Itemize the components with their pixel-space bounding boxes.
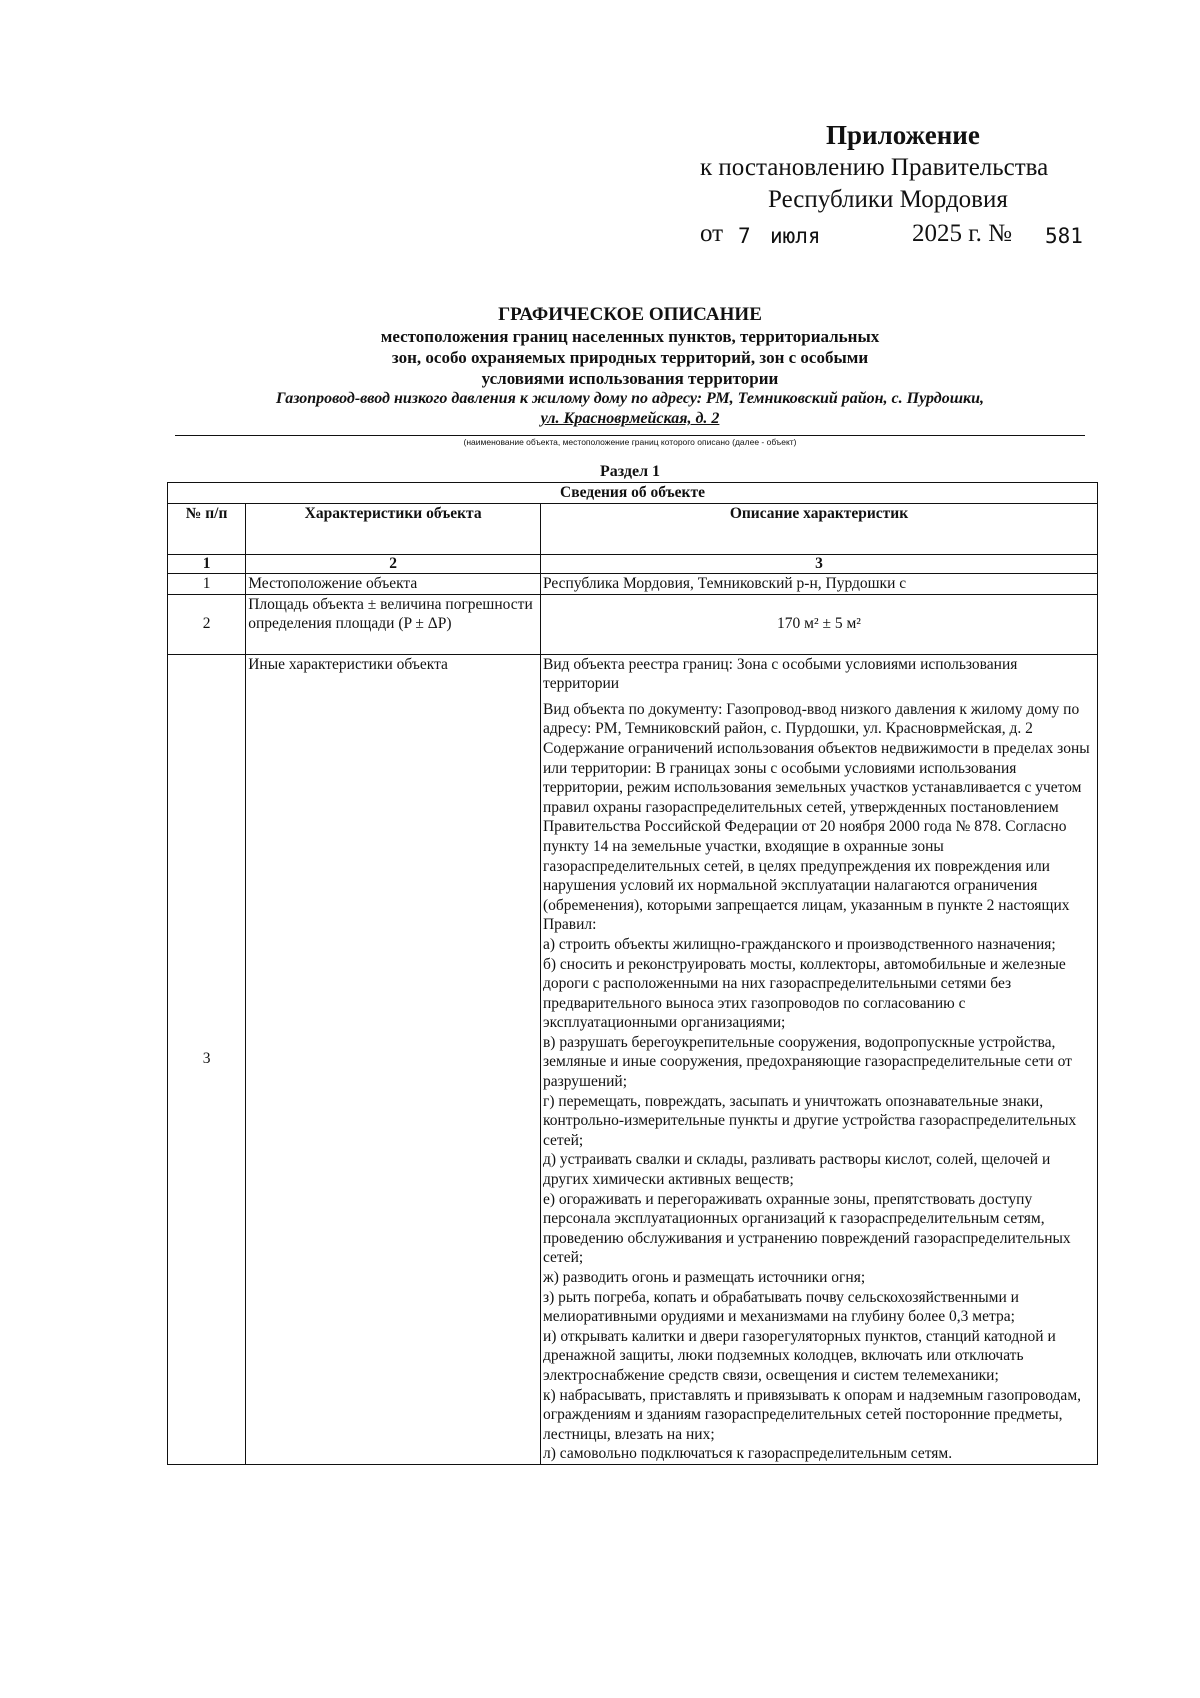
- header-description: Описание характеристик: [540, 504, 1097, 555]
- column-number-1: 1: [168, 555, 246, 574]
- row-value: Республика Мордовия, Темниковский р-н, Пурдошки с: [540, 574, 1097, 595]
- row-num: 1: [168, 574, 246, 595]
- column-number-2: 2: [246, 555, 541, 574]
- row-name: Иные характеристики объекта: [246, 654, 541, 1464]
- paragraph: к) набрасывать, приставлять и привязывать к опорам и надземным газопроводам, ограждениям и зданиям газораспределительных сетей посторонние предметы, лестницы, влезать на них;: [542, 1386, 1081, 1443]
- row-value: 170 м² ± 5 м²: [540, 594, 1097, 654]
- heading-subtitle-1: местоположения границ населенных пунктов, территориальных: [380, 327, 880, 346]
- appendix-date-line: [700, 218, 1120, 250]
- date-prefix: от: [700, 220, 724, 247]
- column-number-3: 3: [540, 555, 1097, 574]
- table-caption: Сведения об объекте: [168, 483, 1098, 504]
- object-name-2: ул. Красновpмейская, д. 2: [540, 410, 720, 427]
- header-num: № п/п: [168, 504, 246, 555]
- paragraph: д) устраивать свалки и склады, разливать растворы кислот, солей, щелочей и других химически активных веществ;: [542, 1151, 1051, 1189]
- object-info-table: [167, 482, 1098, 1465]
- table-header-row: [168, 504, 1098, 555]
- paragraph: б) сносить и реконструировать мосты, коллекторы, автомобильные и железные дороги с расположенными на них газораспределительными сетями без предварительного выноса этих газопроводов по согласованию с эксплуатационными организациями;: [542, 955, 1066, 1032]
- header-characteristic: Характеристики объекта: [246, 504, 541, 555]
- heading-subtitle-3: условиями использования территории: [481, 369, 779, 388]
- paragraph: и) открывать калитки и двери газорегуляторных пунктов, станций катодной и дренажной защиты, люки подземных колодцев, включать или отключать электроснабжение средств связи, освещения и систем телемеханики;: [542, 1327, 1056, 1384]
- date-day: 7: [738, 224, 751, 248]
- row-name: Площадь объекта ± величина погрешности определения площади (P ± ΔP): [246, 594, 541, 654]
- paragraph: г) перемещать, повреждать, засыпать и уничтожать опознавательные знаки, контрольно-измерительные пункты и другие устройства газораспределительных сетей;: [542, 1092, 1077, 1149]
- table-row: [168, 654, 1098, 1464]
- object-name-1: Газопровод-ввод низкого давления к жилому дому по адресу: РМ, Темниковский район, с. Пурдошки,: [275, 390, 985, 407]
- row-name: Местоположение объекта: [246, 574, 541, 595]
- row-num: 3: [168, 654, 246, 1464]
- heading-subtitle-2: зон, особо охраняемых природных территорий, зон с особыми: [391, 348, 869, 367]
- paragraph: е) огораживать и перегораживать охранные зоны, препятствовать доступу персонала эксплуатационных организаций к газораспределительным сетям, проведению обслуживания и устранению повреждений газораспределительных сетей;: [542, 1190, 1071, 1267]
- decree-number: 581: [1045, 224, 1083, 248]
- section-label: Раздел 1: [599, 463, 661, 480]
- row-num: 2: [168, 594, 246, 654]
- appendix-block: [700, 118, 1120, 250]
- heading-title: ГРАФИЧЕСКОЕ ОПИСАНИЕ: [498, 304, 762, 325]
- appendix-line-1: к постановлению Правительства: [700, 154, 1049, 181]
- table-row: [168, 594, 1098, 654]
- paragraph: а) строить объекты жилищно-гражданского и производственного назначения;: [542, 935, 1056, 953]
- date-year: 2025 г. №: [912, 220, 1013, 247]
- paragraph: Содержание ограничений использования объектов недвижимости в пределах зоны или территории: В границах зоны с особыми условиями использования территории, режим использования земельных участков устанавливается с учетом правил охраны газораспределительных сетей, утвержденных постановлением Правительства Российской Федерации от 20 ноября 2000 года № 878. Согласно пункту 14 на земельные участки, входящие в охранные зоны газораспределительных сетей, в целях предупреждения их повреждения или нарушения условий их нормальной эксплуатации налагаются ограничения (обременения), которыми запрещается лицам, указанным в пункте 2 настоящих Правил:: [542, 739, 1090, 934]
- date-month: июля: [770, 224, 821, 248]
- object-caption: (наименование объекта, местоположение границ которого описано (далее - объект): [463, 437, 797, 447]
- appendix-title: Приложение: [826, 120, 980, 150]
- row-value: [540, 654, 1097, 1464]
- object-underline: [175, 435, 1085, 436]
- table-row: [168, 574, 1098, 595]
- paragraph: ж) разводить огонь и размещать источники огня;: [542, 1269, 866, 1286]
- appendix-line-2: Республики Мордовия: [768, 186, 1008, 213]
- column-numbers-row: [168, 555, 1098, 574]
- document-heading: [170, 304, 1090, 429]
- paragraph: Вид объекта по документу: Газопровод-ввод низкого давления к жилому дому по адресу: РМ, Темниковский район, с. Пурдошки, ул. Красновpмейская, д. 2: [542, 700, 1080, 738]
- paragraph: в) разрушать берегоукрепительные сооружения, водопропускные устройства, земляные и иные сооружения, предохраняющие газораспределительные сети от разрушений;: [542, 1033, 1072, 1091]
- paragraph: Вид объекта реестра границ: Зона с особыми условиями использования территории: [542, 655, 1018, 693]
- paragraph: л) самовольно подключаться к газораспределительным сетям.: [542, 1445, 953, 1463]
- paragraph: з) рыть погреба, копать и обрабатывать почву сельскохозяйственными и мелиоративными орудиями и механизмами на глубину более 0,3 метра;: [542, 1288, 1019, 1326]
